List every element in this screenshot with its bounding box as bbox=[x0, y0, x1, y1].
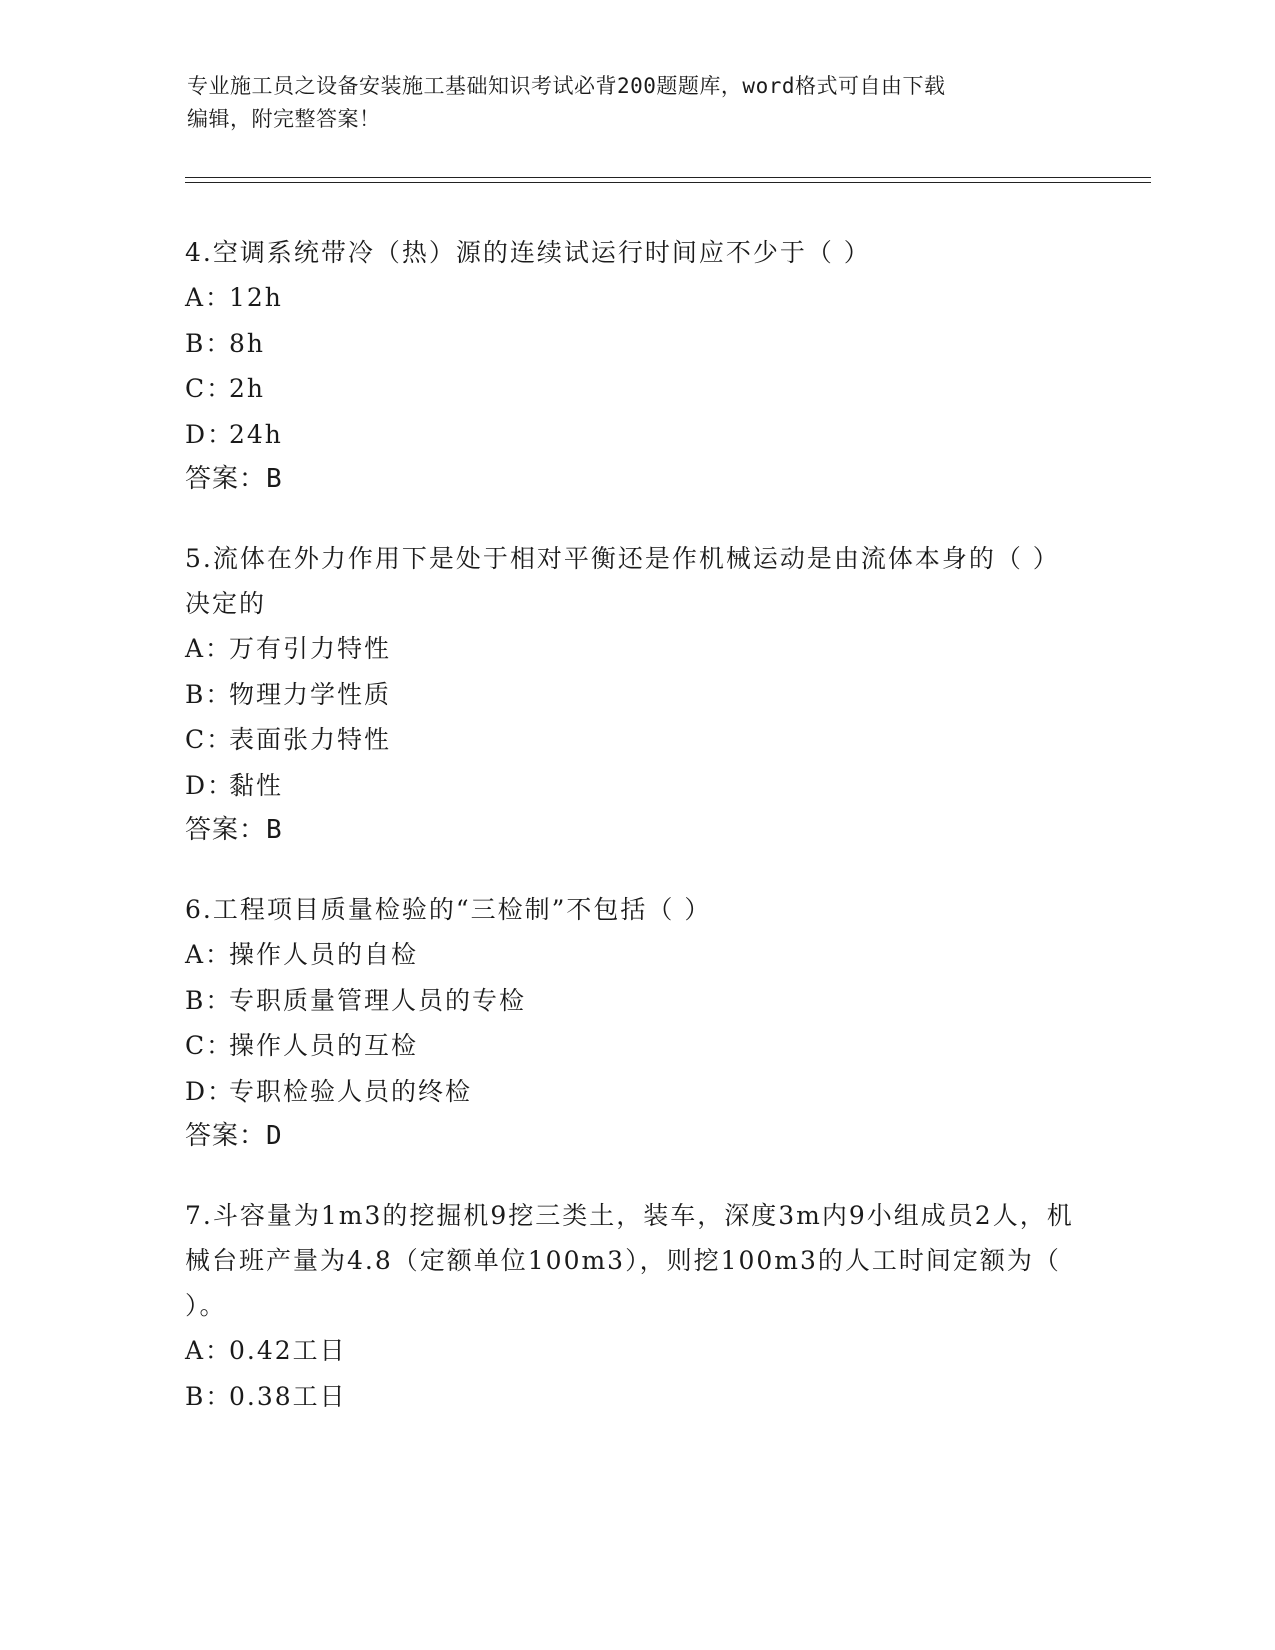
option-c bbox=[185, 366, 1085, 412]
header-title-line-1: 专业施工员之设备安装施工基础知识考试必背200题题库，word格式可自由下载 bbox=[187, 74, 946, 98]
option-text: 0.38工日 bbox=[229, 1381, 347, 1411]
document-header bbox=[187, 70, 1077, 136]
option-text: 黏性 bbox=[229, 770, 284, 800]
option-text: 专职检验人员的终检 bbox=[229, 1076, 473, 1106]
answer-line: 答案：D bbox=[185, 1121, 283, 1151]
option-key: B： bbox=[185, 328, 233, 358]
question-7 bbox=[185, 1193, 1085, 1419]
question-stem: 7.斗容量为1m3的挖掘机9挖三类土，装车，深度3m内9小组成员2人，机械台班产量为4.8（定额单位100m3），则挖100m3的人工时间定额为（ ）。 bbox=[185, 1201, 1074, 1320]
option-text: 物理力学性质 bbox=[229, 679, 392, 709]
option-text: 操作人员的互检 bbox=[229, 1031, 419, 1060]
option-text: 24h bbox=[229, 419, 283, 449]
option-key: D： bbox=[185, 419, 235, 449]
option-text: 2h bbox=[229, 374, 266, 403]
option-text: 12h bbox=[229, 283, 283, 312]
question-4 bbox=[185, 230, 1085, 502]
option-key: A： bbox=[185, 634, 233, 663]
question-stem: 4.空调系统带冷（热）源的连续试运行时间应不少于（ ） bbox=[185, 238, 871, 267]
option-key: C： bbox=[185, 374, 234, 403]
answer-line: 答案：B bbox=[185, 464, 283, 494]
option-text: 万有引力特性 bbox=[229, 634, 392, 663]
option-text: 8h bbox=[229, 328, 266, 358]
option-c bbox=[185, 717, 1085, 763]
option-text: 0.42工日 bbox=[229, 1336, 347, 1365]
question-stem: 5.流体在外力作用下是处于相对平衡还是作机械运动是由流体本身的（ ）决定的 bbox=[185, 544, 1060, 618]
question-6 bbox=[185, 887, 1085, 1159]
option-b bbox=[185, 672, 1085, 718]
option-text: 专职质量管理人员的专检 bbox=[229, 985, 527, 1015]
option-key: C： bbox=[185, 1031, 234, 1060]
option-text: 操作人员的自检 bbox=[229, 940, 419, 969]
option-key: B： bbox=[185, 985, 233, 1015]
option-b bbox=[185, 321, 1085, 367]
option-a bbox=[185, 1328, 1085, 1374]
option-c bbox=[185, 1023, 1085, 1069]
question-stem: 6.工程项目质量检验的“三检制”不包括（ ） bbox=[185, 895, 712, 924]
option-key: A： bbox=[185, 1336, 233, 1365]
option-text: 表面张力特性 bbox=[229, 725, 392, 754]
question-5 bbox=[185, 536, 1085, 853]
question-list bbox=[185, 230, 1085, 1453]
option-a bbox=[185, 932, 1085, 978]
option-a bbox=[185, 275, 1085, 321]
option-b bbox=[185, 1374, 1085, 1420]
option-key: C： bbox=[185, 725, 234, 754]
option-d bbox=[185, 1069, 1085, 1115]
header-divider bbox=[185, 177, 1151, 183]
option-a bbox=[185, 626, 1085, 672]
option-key: A： bbox=[185, 940, 233, 969]
option-key: B： bbox=[185, 679, 233, 709]
option-key: D： bbox=[185, 1076, 235, 1106]
answer-line: 答案：B bbox=[185, 815, 283, 845]
option-key: A： bbox=[185, 283, 233, 312]
option-key: D： bbox=[185, 770, 235, 800]
option-d bbox=[185, 763, 1085, 809]
option-key: B： bbox=[185, 1381, 233, 1411]
header-title-line-2: 编辑，附完整答案！ bbox=[187, 107, 381, 131]
option-d bbox=[185, 412, 1085, 458]
option-b bbox=[185, 978, 1085, 1024]
